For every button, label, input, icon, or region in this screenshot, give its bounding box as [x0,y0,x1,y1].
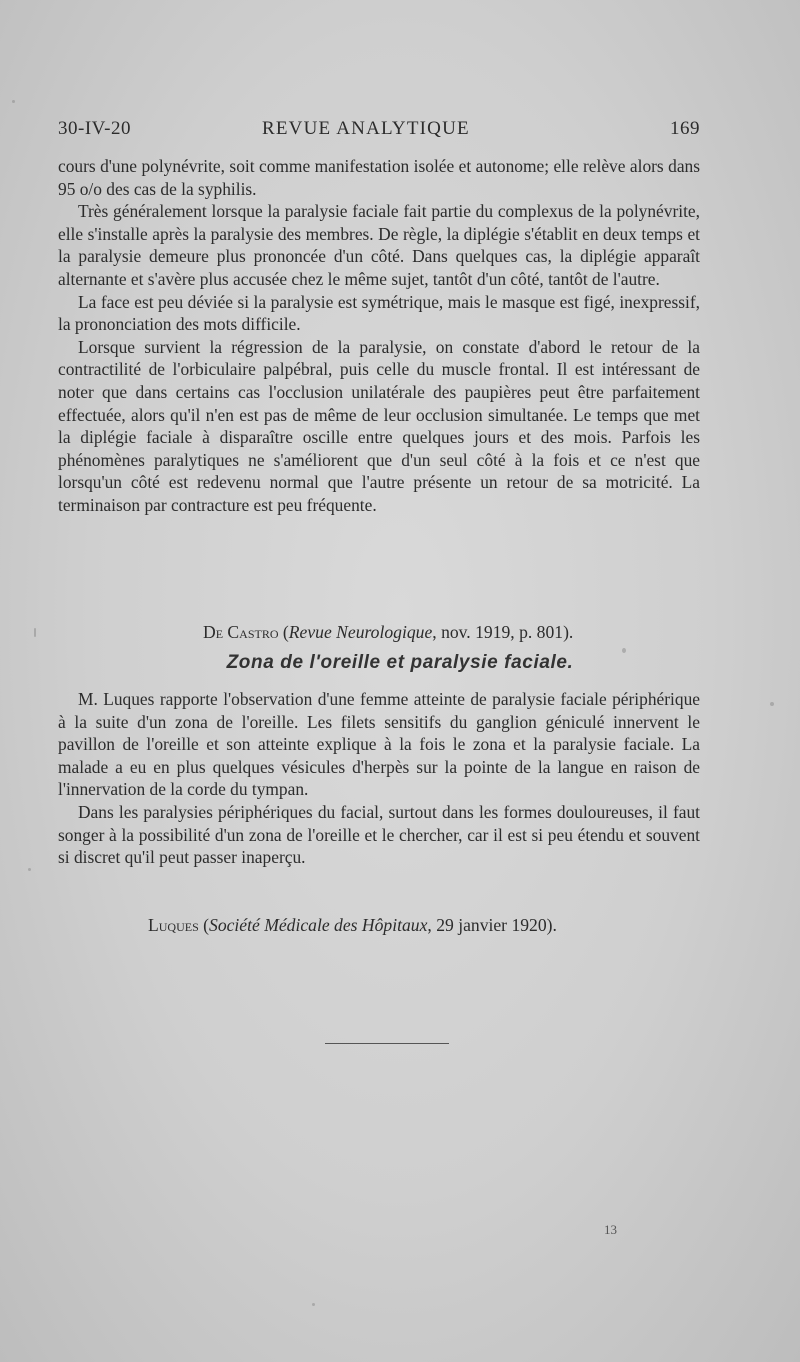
section-2-body [58,688,700,869]
paragraph: M. Luques rapporte l'observation d'une femme atteinte de paralysie faciale périphérique à la suite d'un zona de l'oreille. Les filets sensitifs du ganglion géniculé innervent le pavillon de l'oreille et son atteinte explique à la fois le zona et la paralysie faciale. La malade a eu en plus quelques vésicules d'herpès sur la pointe de la langue en raison de l'innervation de la corde du tympan. [58,689,700,800]
citation-de-castro [203,621,573,643]
citation-author: De Castro [203,622,279,642]
scan-speck [622,648,626,653]
citation-author: Luques [148,915,199,935]
paragraph: Lorsque survient la régression de la paralysie, on constate d'abord le retour de la contractilité de l'orbiculaire palpébral, puis celle du muscle frontal. Il est intéressant de noter que dans certains cas l'occlusion unilatérale des paupières peut être parfaitement effectuée, alors qu'il n'en est pas de même de leur occlusion simultanée. Le temps que met la diplégie faciale à disparaître oscille entre quelques jours et des mois. Parfois les phénomènes paralytiques ne s'améliorent que d'un seul côté à la fois et ce n'est que lorsqu'un côté est redevenu normal que l'autre présente un retour de sa motricité. La terminaison par contracture est peu fréquente. [58,336,700,515]
scan-speck [770,702,774,706]
section-title: Zona de l'oreille et paralysie faciale. [226,652,574,673]
citation-details: , 29 janvier 1920). [427,915,557,935]
citation-details: , nov. 1919, p. 801). [432,622,574,642]
running-header [58,118,700,146]
scan-speck [12,100,15,103]
header-journal-title: REVUE ANALYTIQUE [262,118,470,139]
paragraph: Dans les paralysies périphériques du facial, surtout dans les formes douloureuses, il faut songer à la possibilité d'un zona de l'oreille et le chercher, car il est si peu étendu et souvent si discret qu'il peut passer inaperçu. [58,801,700,868]
citation-luques [148,914,557,936]
signature-mark: 13 [604,1222,617,1237]
scan-speck [312,1303,315,1306]
section-1-body [58,155,700,517]
citation-source: Revue Neurologique [288,622,433,642]
page-number: 169 [670,118,700,139]
paragraph: cours d'une polynévrite, soit comme manifestation isolée et autonome; elle relève alors dans 95 o/o des cas de la syphilis. [58,156,700,199]
scan-speck [28,868,31,871]
paragraph: Très généralement lorsque la paralysie faciale fait partie du complexus de la polynévrite, elle s'installe après la paralysie des membres. De règle, la diplégie s'établit en deux temps et la paralysie demeure plus prononcée d'un côté. Dans quelques cas, la diplégie apparaît alternante et s'avère plus accusée chez le même sujet, tantôt d'un côté, tantôt de l'autre. [58,201,700,289]
citation-open-paren: ( [282,622,289,642]
citation-open-paren: ( [203,915,210,935]
header-date: 30-IV-20 [58,118,131,139]
paragraph: La face est peu déviée si la paralysie est symétrique, mais le masque est figé, inexpressif, la prononciation des mots difficile. [58,291,700,335]
end-rule [325,1043,449,1044]
scan-speck [34,628,36,637]
citation-source: Société Médicale des Hôpitaux [209,915,428,935]
